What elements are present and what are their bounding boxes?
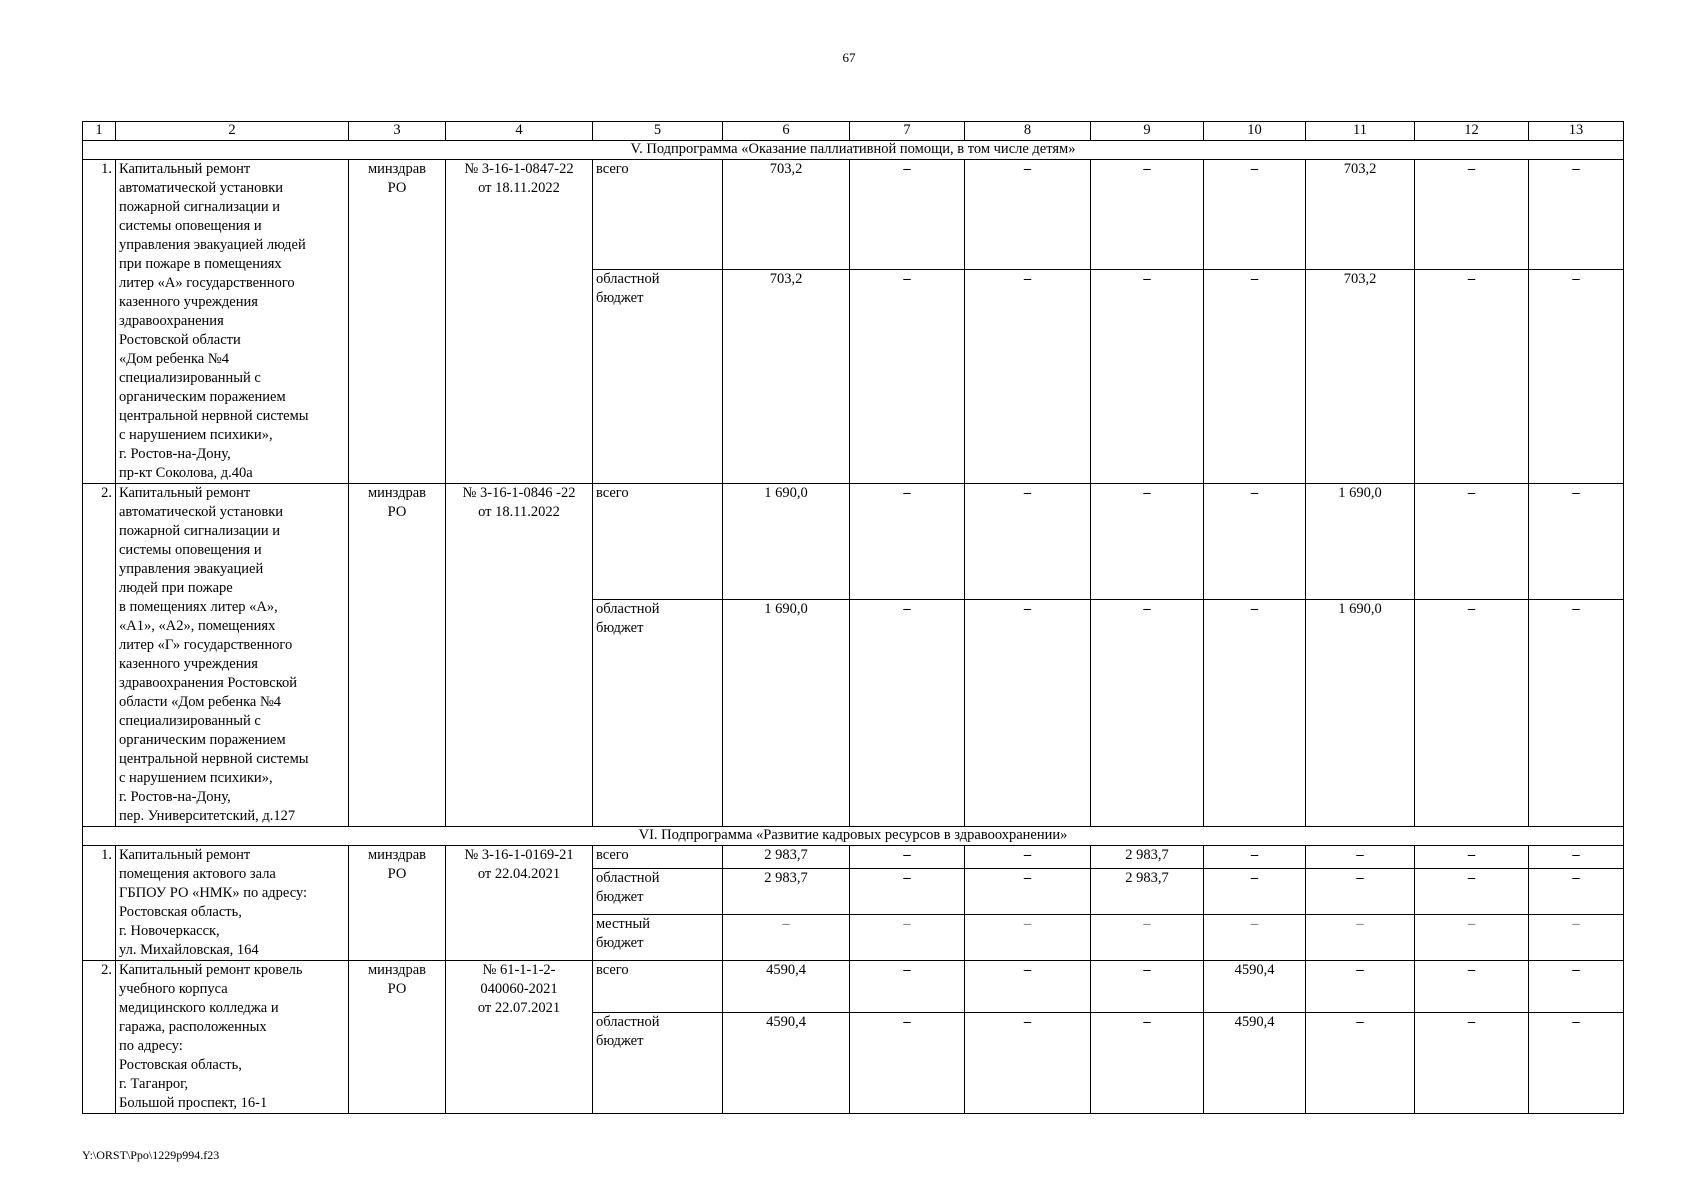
item-name-line: органическим поражением xyxy=(119,389,286,405)
item-name-line: г. Ростов-на-Дону, xyxy=(119,446,231,462)
table-row xyxy=(83,484,1624,600)
item-name-line: здравоохранения xyxy=(119,313,224,329)
funding-source-line: местный xyxy=(596,916,651,933)
item-name-line: литер «Г» государственного xyxy=(119,637,293,653)
section-row xyxy=(83,827,1624,846)
amount-cell: – xyxy=(965,1012,1091,1113)
table-row xyxy=(83,961,1624,1013)
item-name-line: управления эвакуацией xyxy=(119,561,264,577)
item-name xyxy=(116,961,349,1114)
item-name-line: в помещениях литер «А», xyxy=(119,599,278,615)
column-number: 11 xyxy=(1306,122,1415,141)
column-number: 4 xyxy=(446,122,593,141)
amount-cell: – xyxy=(1529,600,1624,827)
amount-cell: – xyxy=(1091,269,1204,483)
document-ref xyxy=(446,961,593,1114)
amount-cell: – xyxy=(1529,869,1624,915)
column-number: 10 xyxy=(1204,122,1306,141)
item-name-line: казенного учреждения xyxy=(119,656,258,672)
amount-cell: – xyxy=(965,160,1091,270)
amount-cell: – xyxy=(723,915,850,961)
executor-line: РО xyxy=(387,981,407,997)
amount-cell: – xyxy=(965,484,1091,600)
item-name-line: системы оповещения и xyxy=(119,218,262,234)
item-name-line: органическим поражением xyxy=(119,732,286,748)
budget-table xyxy=(82,121,1624,1114)
amount-cell: – xyxy=(850,961,965,1013)
item-name-line: пожарной сигнализации и xyxy=(119,523,281,539)
amount-cell: – xyxy=(1204,869,1306,915)
item-name-line: пожарной сигнализации и xyxy=(119,199,281,215)
item-name-line: Капитальный ремонт xyxy=(119,161,251,177)
item-name-line: людей при пожаре xyxy=(119,580,233,596)
amount-cell: – xyxy=(965,869,1091,915)
item-name-line: г. Ростов-на-Дону, xyxy=(119,789,231,805)
item-name-line: с нарушением психики», xyxy=(119,427,273,443)
item-name-line: ул. Михайловская, 164 xyxy=(119,942,259,958)
amount-cell: – xyxy=(1529,160,1624,270)
item-name-line: центральной нервной системы xyxy=(119,751,309,767)
amount-cell: 703,2 xyxy=(1306,269,1415,483)
amount-cell: – xyxy=(1529,1012,1624,1113)
document-ref-line: № 61-1-1-2- xyxy=(482,962,556,978)
funding-source-line: бюджет xyxy=(596,289,644,306)
document-ref xyxy=(446,484,593,827)
amount-cell: – xyxy=(1091,1012,1204,1113)
amount-cell: – xyxy=(1529,846,1624,869)
item-name-line: Ростовская область, xyxy=(119,904,242,920)
column-number: 1 xyxy=(83,122,116,141)
footer-file-path: Y:\ORST\Ppo\1229p994.f23 xyxy=(82,1148,220,1162)
column-number: 7 xyxy=(850,122,965,141)
funding-source xyxy=(593,160,723,270)
amount-cell: – xyxy=(1415,961,1529,1013)
amount-cell: – xyxy=(1204,915,1306,961)
item-name-line: Большой проспект, 16-1 xyxy=(119,1095,268,1111)
amount-cell: – xyxy=(850,1012,965,1113)
item-name-line: при пожаре в помещениях xyxy=(119,256,282,272)
amount-cell: – xyxy=(1091,600,1204,827)
amount-cell: – xyxy=(1204,269,1306,483)
item-name-line: Капитальный ремонт кровель xyxy=(119,962,303,978)
item-number: 2. xyxy=(83,484,116,827)
executor-line: минздрав xyxy=(367,847,427,863)
column-number: 2 xyxy=(116,122,349,141)
executor-line: минздрав xyxy=(367,962,427,978)
document-ref-line: № 3-16-1-0846 -22 xyxy=(462,485,576,501)
amount-cell: 2 983,7 xyxy=(723,846,850,869)
amount-cell: 703,2 xyxy=(723,269,850,483)
amount-cell: – xyxy=(1204,846,1306,869)
document-ref-line: № 3-16-1-0847-22 xyxy=(464,161,574,177)
amount-cell: 4590,4 xyxy=(723,961,850,1013)
executor-line: минздрав xyxy=(367,485,427,501)
amount-cell: – xyxy=(1091,160,1204,270)
item-name-line: Капитальный ремонт xyxy=(119,485,251,501)
amount-cell: – xyxy=(1306,869,1415,915)
item-name-line: специализированный с xyxy=(119,713,261,729)
amount-cell: – xyxy=(1306,915,1415,961)
amount-cell: 2 983,7 xyxy=(1091,869,1204,915)
executor xyxy=(349,846,446,961)
item-name-line: «Дом ребенка №4 xyxy=(119,351,229,367)
document-ref-line: от 18.11.2022 xyxy=(478,504,560,520)
amount-cell: – xyxy=(1204,600,1306,827)
funding-source-line: всего xyxy=(596,161,629,177)
table-row xyxy=(83,846,1624,869)
funding-source xyxy=(593,269,723,483)
amount-cell: – xyxy=(850,160,965,270)
item-name-line: по адресу: xyxy=(119,1038,183,1054)
funding-source-line: областной xyxy=(596,270,660,287)
column-number: 8 xyxy=(965,122,1091,141)
funding-source-line: всего xyxy=(596,485,629,501)
table-row xyxy=(83,160,1624,270)
section-title: V. Подпрограмма «Оказание паллиативной помощи, в том числе детям» xyxy=(83,141,1624,160)
funding-source-line: бюджет xyxy=(596,1032,644,1049)
item-number: 2. xyxy=(83,961,116,1114)
amount-cell: 703,2 xyxy=(723,160,850,270)
amount-cell: – xyxy=(1306,1012,1415,1113)
amount-cell: – xyxy=(965,961,1091,1013)
amount-cell: – xyxy=(850,484,965,600)
amount-cell: – xyxy=(965,600,1091,827)
item-number: 1. xyxy=(83,846,116,961)
executor-line: РО xyxy=(387,504,407,520)
executor xyxy=(349,160,446,484)
amount-cell: 2 983,7 xyxy=(1091,846,1204,869)
item-name-line: г. Таганрог, xyxy=(119,1076,189,1092)
funding-source-line: областной xyxy=(596,1013,660,1030)
amount-cell: – xyxy=(965,846,1091,869)
funding-source xyxy=(593,484,723,600)
amount-cell: 4590,4 xyxy=(1204,961,1306,1013)
column-number: 3 xyxy=(349,122,446,141)
amount-cell: – xyxy=(1529,484,1624,600)
amount-cell: – xyxy=(1415,1012,1529,1113)
amount-cell: – xyxy=(850,915,965,961)
column-number: 6 xyxy=(723,122,850,141)
item-name-line: литер «А» государственного xyxy=(119,275,295,291)
item-name-line: медицинского колледжа и xyxy=(119,1000,279,1016)
amount-cell: 1 690,0 xyxy=(723,600,850,827)
funding-source xyxy=(593,961,723,1013)
amount-cell: – xyxy=(1204,160,1306,270)
amount-cell: – xyxy=(1306,846,1415,869)
document-ref-line: от 22.07.2021 xyxy=(477,1000,561,1016)
document-ref xyxy=(446,846,593,961)
amount-cell: – xyxy=(1415,915,1529,961)
column-number: 5 xyxy=(593,122,723,141)
amount-cell: – xyxy=(1415,160,1529,270)
funding-source xyxy=(593,846,723,869)
item-name xyxy=(116,484,349,827)
item-name-line: г. Новочеркасск, xyxy=(119,923,220,939)
item-name-line: Ростовская область, xyxy=(119,1057,242,1073)
amount-cell: 1 690,0 xyxy=(723,484,850,600)
item-name-line: здравоохранения Ростовской xyxy=(119,675,298,691)
amount-cell: – xyxy=(1415,269,1529,483)
executor-line: РО xyxy=(387,180,407,196)
amount-cell: – xyxy=(1415,484,1529,600)
funding-source xyxy=(593,600,723,827)
section-row xyxy=(83,141,1624,160)
amount-cell: – xyxy=(1529,915,1624,961)
item-name-line: «А1», «А2», помещениях xyxy=(119,618,276,634)
item-name-line: области «Дом ребенка №4 xyxy=(119,694,282,710)
document-ref-line: от 22.04.2021 xyxy=(477,866,561,882)
page-number: 67 xyxy=(842,50,856,65)
amount-cell: – xyxy=(1204,484,1306,600)
document-ref-line: от 18.11.2022 xyxy=(478,180,560,196)
column-numbers-row xyxy=(83,122,1624,141)
amount-cell: 4590,4 xyxy=(1204,1012,1306,1113)
item-name-line: системы оповещения и xyxy=(119,542,262,558)
item-name-line: пр-кт Соколова, д.40а xyxy=(119,465,253,481)
column-number: 13 xyxy=(1529,122,1624,141)
amount-cell: 1 690,0 xyxy=(1306,600,1415,827)
column-number: 12 xyxy=(1415,122,1529,141)
amount-cell: – xyxy=(1415,600,1529,827)
amount-cell: – xyxy=(1529,961,1624,1013)
item-name-line: гаража, расположенных xyxy=(119,1019,267,1035)
item-number: 1. xyxy=(83,160,116,484)
amount-cell: – xyxy=(850,269,965,483)
funding-source xyxy=(593,869,723,915)
amount-cell: – xyxy=(965,269,1091,483)
amount-cell: 4590,4 xyxy=(723,1012,850,1113)
executor xyxy=(349,484,446,827)
amount-cell: – xyxy=(850,869,965,915)
amount-cell: – xyxy=(1091,915,1204,961)
funding-source-line: областной xyxy=(596,870,660,887)
item-name-line: специализированный с xyxy=(119,370,261,386)
amount-cell: – xyxy=(1091,961,1204,1013)
executor-line: минздрав xyxy=(367,161,427,177)
item-name-line: Ростовской области xyxy=(119,332,241,348)
executor xyxy=(349,961,446,1114)
amount-cell: – xyxy=(965,915,1091,961)
funding-source xyxy=(593,915,723,961)
item-name-line: автоматической установки xyxy=(119,504,284,520)
item-name-line: с нарушением психики», xyxy=(119,770,273,786)
document-ref-line: 040060-2021 xyxy=(480,981,558,997)
funding-source-line: областной xyxy=(596,601,660,618)
amount-cell: – xyxy=(1415,869,1529,915)
funding-source-line: бюджет xyxy=(596,620,644,637)
amount-cell: – xyxy=(1091,484,1204,600)
item-name-line: учебного корпуса xyxy=(119,981,228,997)
item-name-line: центральной нервной системы xyxy=(119,408,309,424)
funding-source-line: всего xyxy=(596,847,629,863)
item-name-line: казенного учреждения xyxy=(119,294,258,310)
item-name-line: ГБПОУ РО «НМК» по адресу: xyxy=(119,885,308,901)
funding-source-line: бюджет xyxy=(596,889,644,906)
item-name-line: Капитальный ремонт xyxy=(119,847,251,863)
item-name-line: управления эвакуацией людей xyxy=(119,237,306,253)
amount-cell: – xyxy=(850,600,965,827)
funding-source xyxy=(593,1012,723,1113)
amount-cell: – xyxy=(850,846,965,869)
document-ref-line: № 3-16-1-0169-21 xyxy=(464,847,574,863)
item-name-line: автоматической установки xyxy=(119,180,284,196)
item-name xyxy=(116,160,349,484)
funding-source-line: всего xyxy=(596,962,629,978)
item-name xyxy=(116,846,349,961)
item-name-line: помещения актового зала xyxy=(119,866,276,882)
amount-cell: – xyxy=(1415,846,1529,869)
section-title: VI. Подпрограмма «Развитие кадровых ресурсов в здравоохранении» xyxy=(83,827,1624,846)
amount-cell: 703,2 xyxy=(1306,160,1415,270)
amount-cell: – xyxy=(1306,961,1415,1013)
funding-source-line: бюджет xyxy=(596,935,644,952)
amount-cell: 2 983,7 xyxy=(723,869,850,915)
amount-cell: 1 690,0 xyxy=(1306,484,1415,600)
document-ref xyxy=(446,160,593,484)
column-number: 9 xyxy=(1091,122,1204,141)
amount-cell: – xyxy=(1529,269,1624,483)
executor-line: РО xyxy=(387,866,407,882)
item-name-line: пер. Университетский, д.127 xyxy=(119,808,296,824)
